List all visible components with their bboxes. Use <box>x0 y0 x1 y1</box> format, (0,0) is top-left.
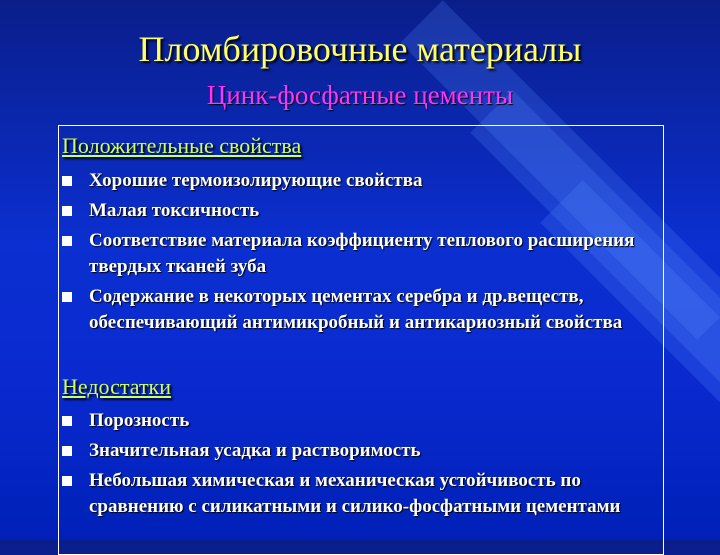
bullet-icon <box>62 416 72 426</box>
bullet-icon <box>62 292 72 302</box>
slide-subtitle: Цинк-фосфатные цементы <box>206 80 514 110</box>
bullet-icon <box>62 206 72 216</box>
list-item: Небольшая химическая и механическая устойчивость по сравнению с силикатными и силико-фосфатными цементами <box>62 468 652 520</box>
list-item: Малая токсичность <box>62 198 652 224</box>
positive-list <box>62 168 652 340</box>
list-item: Порозность <box>62 408 652 434</box>
slide-title: Пломбировочные материалы <box>138 29 582 69</box>
list-item: Содержание в некоторых цементах серебра и др.веществ, обеспечивающий антимикробный и антикариозный свойства <box>62 284 652 336</box>
bullet-icon <box>62 236 72 246</box>
bullet-icon <box>62 176 72 186</box>
bullet-icon <box>62 476 72 486</box>
list-item: Хорошие термоизолирующие свойства <box>62 168 652 194</box>
heading-negative: Недостатки <box>62 374 172 399</box>
negative-list <box>62 408 652 524</box>
bullet-icon <box>62 446 72 456</box>
list-item: Соответствие материала коэффициенту теплового расширения твердых тканей зуба <box>62 228 652 280</box>
list-item: Значительная усадка и растворимость <box>62 438 652 464</box>
heading-positive: Положительные свойства <box>62 133 302 158</box>
